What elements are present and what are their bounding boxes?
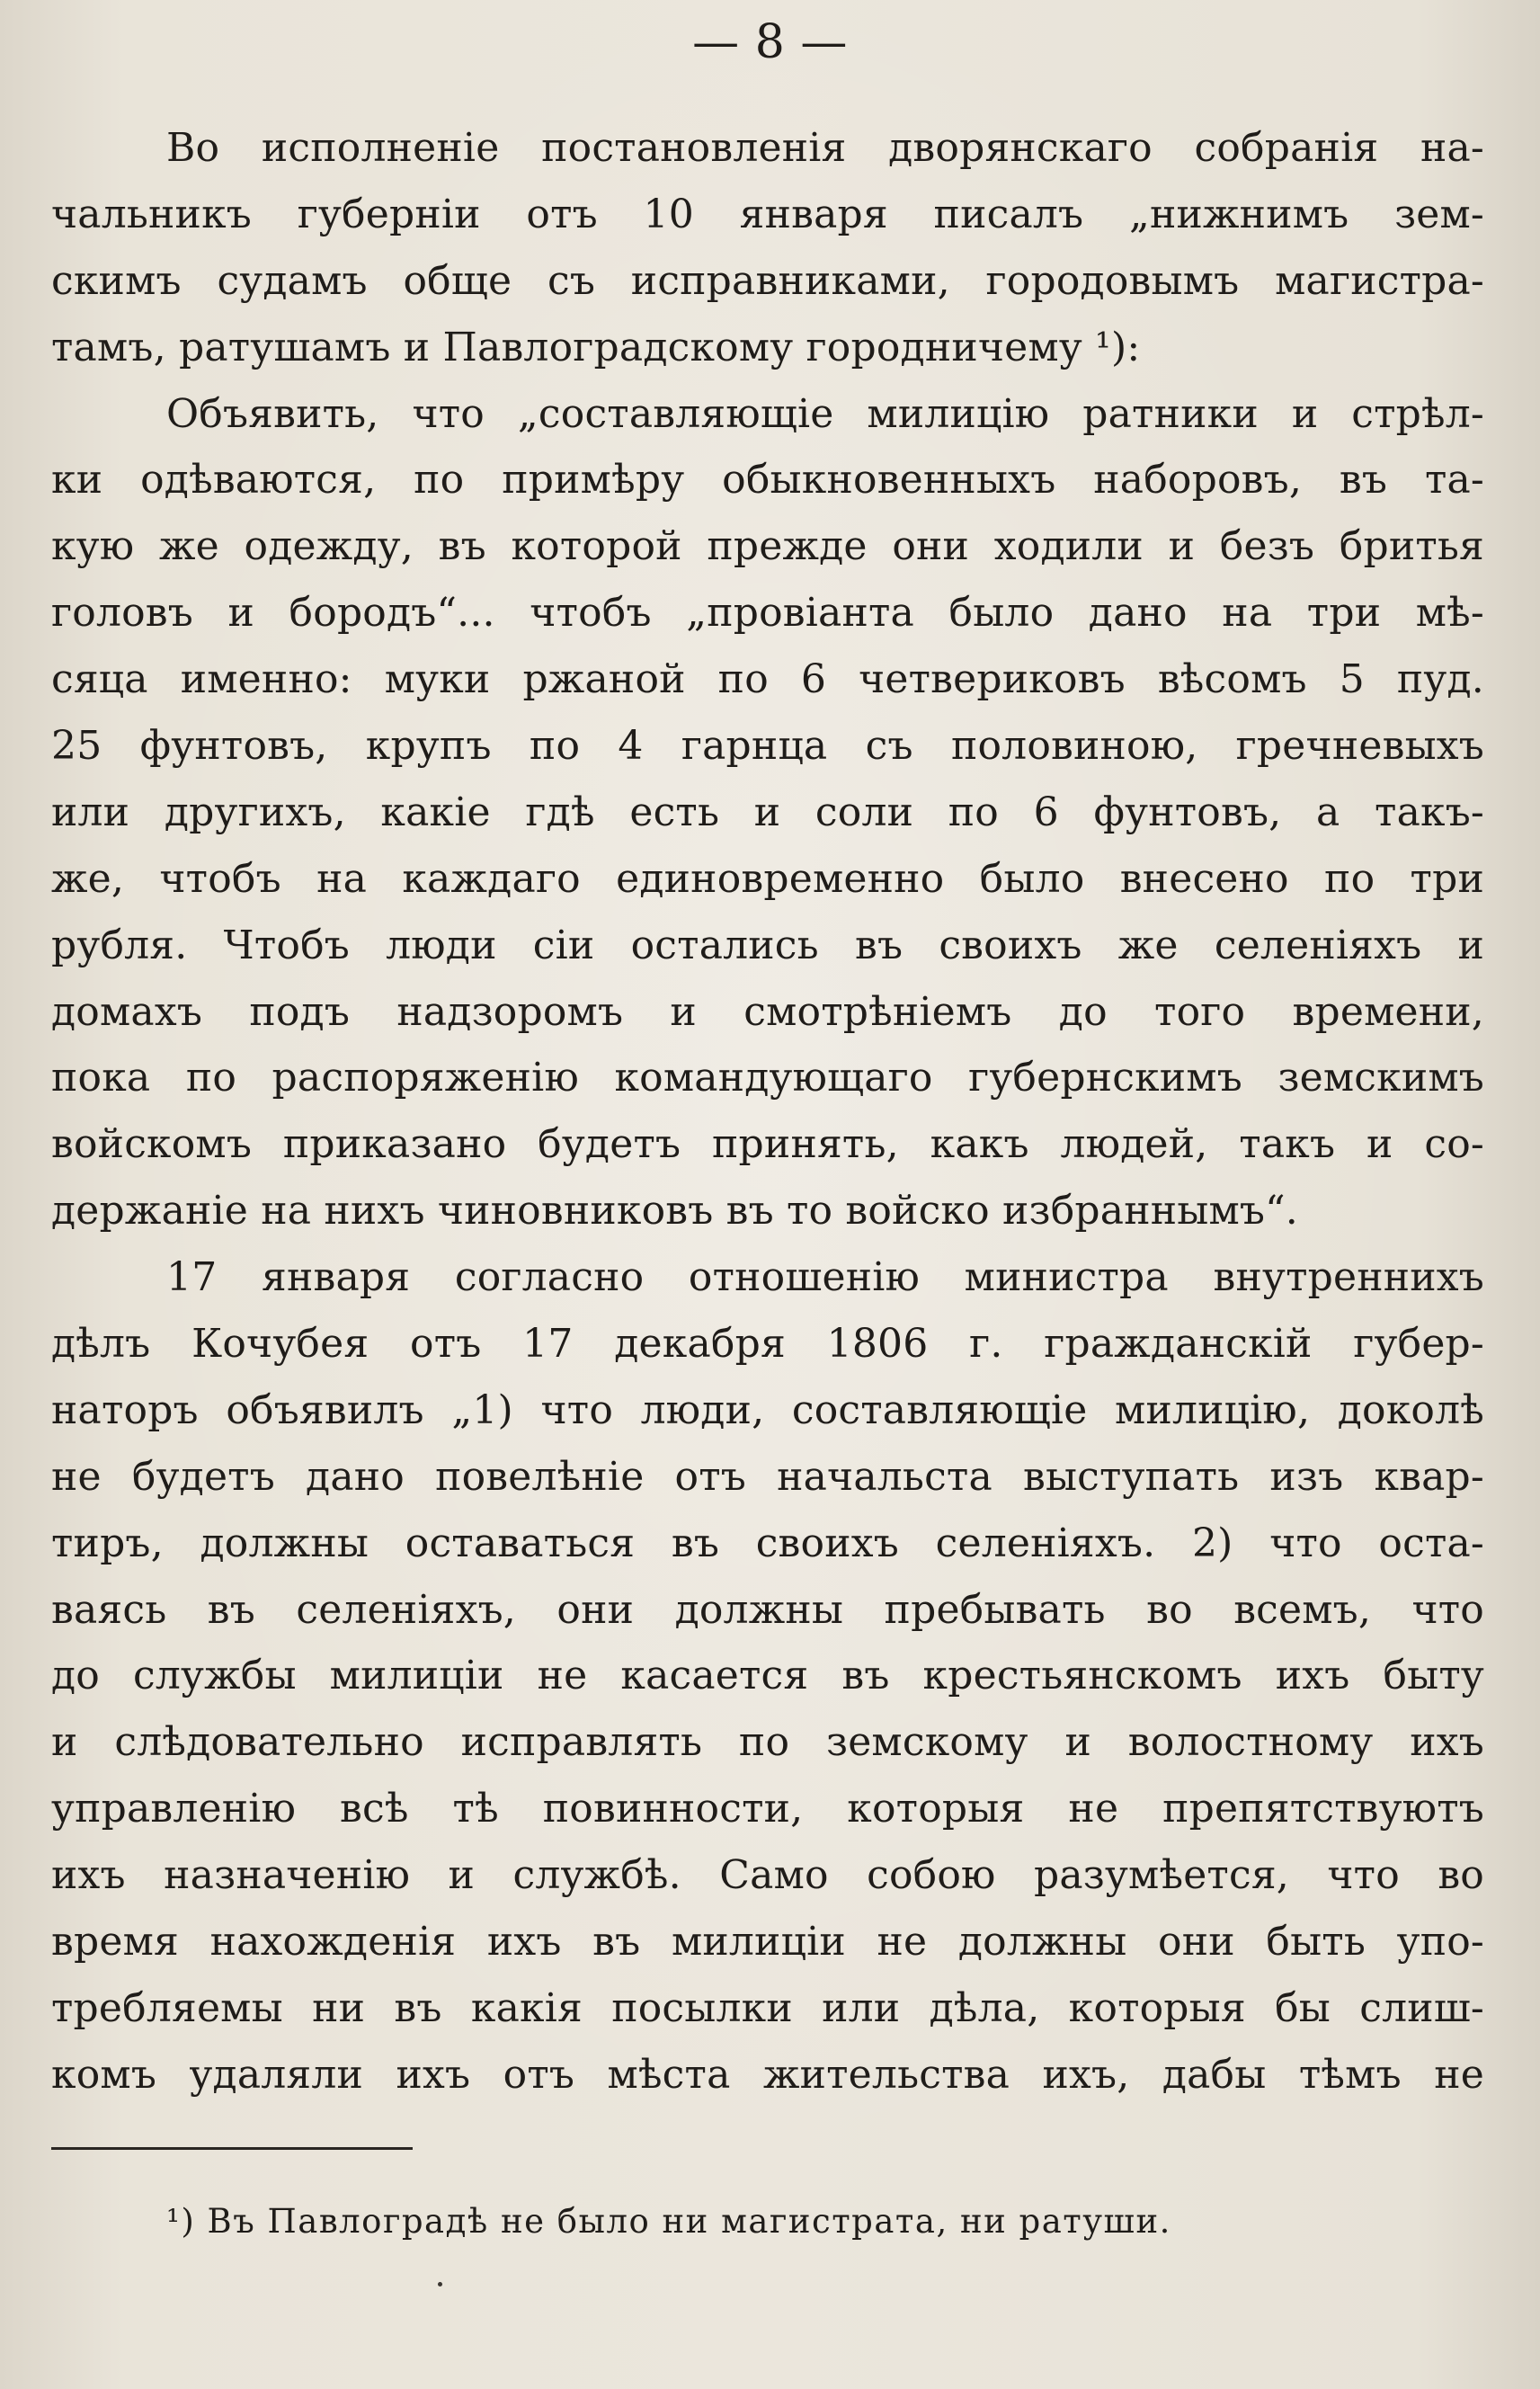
text-line-17: держаніе на нихъ чиновниковъ въ то войско избраннымъ“. [51,1188,1298,1235]
text-line-10: 25 фунтовъ, крупъ по 4 гарнца съ половиною, гречневыхъ [51,723,1484,770]
text-line-26: управленію всѣ тѣ повинности, которыя не препятствуютъ [51,1786,1484,1832]
footnote-divider [51,2147,413,2150]
text-line-14: домахъ подъ надзоромъ и смотрѣніемъ до того времени, [51,988,1484,1035]
text-line-27: ихъ назначенію и службѣ. Само собою разумѣется, что во [51,1852,1484,1899]
text-line-16: войскомъ приказано будетъ принять, какъ людей, такъ и со- [51,1121,1484,1168]
text-line-18: 17 января согласно отношенію министра внутреннихъ [166,1254,1484,1301]
text-line-5: Объявить, что „составляющіе милицію ратники и стрѣл- [166,390,1484,437]
text-line-20: наторъ объявилъ „1) что люди, составляющіе милицію, доколѣ [51,1386,1484,1433]
text-line-24: до службы милиціи не касается въ крестьянскомъ ихъ быту [51,1653,1484,1699]
text-line-6: ки одѣваются, по примѣру обыкновенныхъ наборовъ, въ та- [51,457,1484,504]
text-line-12: же, чтобъ на каждаго единовременно было внесено по три [51,855,1484,902]
body-text [51,115,1484,2108]
text-line-29: требляемы ни въ какія посылки или дѣла, которыя бы слиш- [51,1984,1484,2031]
text-line-8: головъ и бородъ“... чтобъ „провіанта было дано на три мѣ- [51,590,1484,637]
text-line-30: комъ удаляли ихъ отъ мѣста жительства ихъ, дабы тѣмъ не [51,2051,1484,2098]
text-line-11: или другихъ, какіе гдѣ есть и соли по 6 фунтовъ, а такъ- [51,789,1484,835]
text-line-22: тиръ, должны оставаться въ своихъ селеніяхъ. 2) что оста- [51,1520,1484,1566]
text-line-9: сяца именно: муки ржаной по 6 четвериковъ вѣсомъ 5 пуд. [51,656,1484,703]
ink-speck [438,2282,442,2286]
text-line-7: кую же одежду, въ которой прежде они ходили и безъ бритья [51,523,1484,570]
footnote: ¹) Въ Павлоградѣ не было ни магистрата, ни ратуши. [166,2202,1171,2241]
text-line-25: и слѣдовательно исправлять по земскому и волостному ихъ [51,1719,1484,1766]
text-line-15: пока по распоряженію командующаго губернскимъ земскимъ [51,1055,1484,1101]
text-line-2: чальникъ губерніи отъ 10 января писалъ „нижнимъ зем- [51,191,1484,237]
text-line-23: ваясь въ селеніяхъ, они должны пребывать во всемъ, что [51,1586,1484,1633]
text-line-28: время нахожденія ихъ въ милиціи не должны они быть упо- [51,1919,1484,1966]
text-line-1: Во исполненіе постановленія дворянскаго собранія на- [166,125,1484,171]
text-line-4: тамъ, ратушамъ и Павлоградскому городничему ¹): [51,324,1141,370]
text-line-19: дѣлъ Кочубея отъ 17 декабря 1806 г. гражданскій губер- [51,1321,1484,1368]
text-line-13: рубля. Чтобъ люди сіи остались въ своихъ же селеніяхъ и [51,922,1484,968]
page-number: — 8 — [692,15,848,69]
text-line-3: скимъ судамъ обще съ исправниками, городовымъ магистра- [51,257,1484,304]
text-line-21: не будетъ дано повелѣніе отъ начальста выступать изъ квар- [51,1453,1484,1500]
